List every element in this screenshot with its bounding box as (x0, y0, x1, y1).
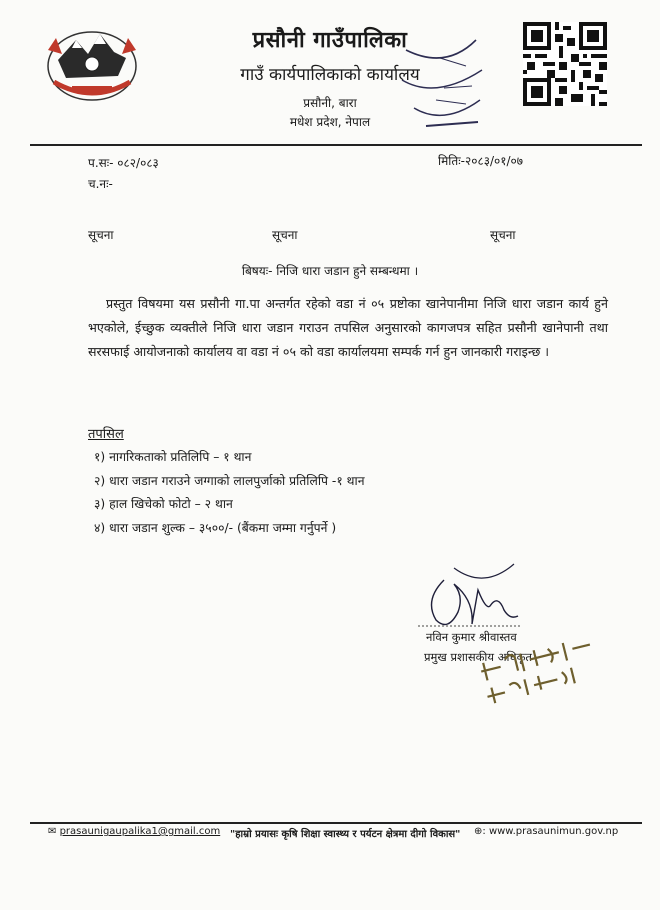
details-list (94, 446, 365, 540)
list-item: ४) धारा जडान शुल्क – ३५००/- (बैंकमा जम्मा गर्नुपर्ने ) (94, 520, 337, 535)
footer-slogan: "हाम्रो प्रयासः कृषि शिक्षा स्वास्थ्य र पर्यटन क्षेत्रमा दीगो विकास" (230, 829, 461, 840)
qr-code-icon[interactable] (523, 22, 607, 106)
body-text: प्रस्तुत विषयमा यस प्रसौनी गा.पा अन्तर्गत रहेको वडा नं ०५ प्रष्टोका खानेपानीमा निजि धारा जडान कार्य हुने भएकोले, ईच्छुक व्यक्तीले निजि धारा जडान गराउन तपसिल अनुसारको कागजपत्र सहित प्रसौनी खानेपानी तथा सरसफाई आयोजनाको कार्यालय वा वडा नं ०५ को वडा कार्यालयमा सम्पर्क गर्न हुन जानकारी गराइन्छ । (88, 296, 608, 359)
location-line-2: मधेश प्रदेश, नेपाल (289, 115, 371, 129)
footer-website[interactable] (474, 826, 618, 837)
website-prefix: : (482, 826, 489, 837)
footer-divider (30, 822, 642, 824)
list-item: १) नागरिकताको प्रतिलिपि – १ थान (94, 450, 252, 464)
list-item: २) धारा जडान गराउने जग्गाको लालपुर्जाको प्रतिलिपि -१ थान (94, 473, 365, 488)
office-name: गाउँ कार्यपालिकाको कार्यालय (240, 65, 420, 85)
footer-email[interactable] (48, 826, 220, 837)
globe-icon: ⊕ (474, 826, 483, 837)
email-icon: ✉ (48, 826, 60, 837)
notice-label: सूचना (490, 228, 516, 242)
details-title: तपसिल (88, 427, 124, 442)
notice-label: सूचना (88, 228, 114, 242)
name-stamp (472, 628, 602, 706)
subject-line: बिषयः- निजि धारा जडान हुने सम्बन्धमा । (241, 264, 419, 278)
body-paragraph (88, 292, 608, 364)
notice-label: सूचना (272, 228, 298, 242)
office-seal-stamp (396, 30, 488, 140)
org-name: प्रसौनी गाउँपालिका (252, 28, 408, 53)
signatory-title: प्रमुख प्रशासकीय अधिकृत (424, 650, 532, 664)
header-divider (30, 144, 642, 146)
dispatch-number: च.नः- (88, 177, 113, 191)
list-item: ३) हाल खिचेको फोटो – २ थान (94, 497, 233, 511)
signatory-name: नविन कुमार श्रीवास्तव (426, 630, 517, 644)
website-text: www.prasaunimun.gov.np (488, 826, 619, 837)
location-line-1: प्रसौनी, बारा (303, 96, 357, 110)
letter-number: प.सः- ०८२/०८३ (88, 156, 159, 170)
email-text: prasaunigaupalika1@gmail.com (59, 826, 221, 837)
letter-date: मितिः-२०८३/०१/०७ (438, 154, 523, 168)
